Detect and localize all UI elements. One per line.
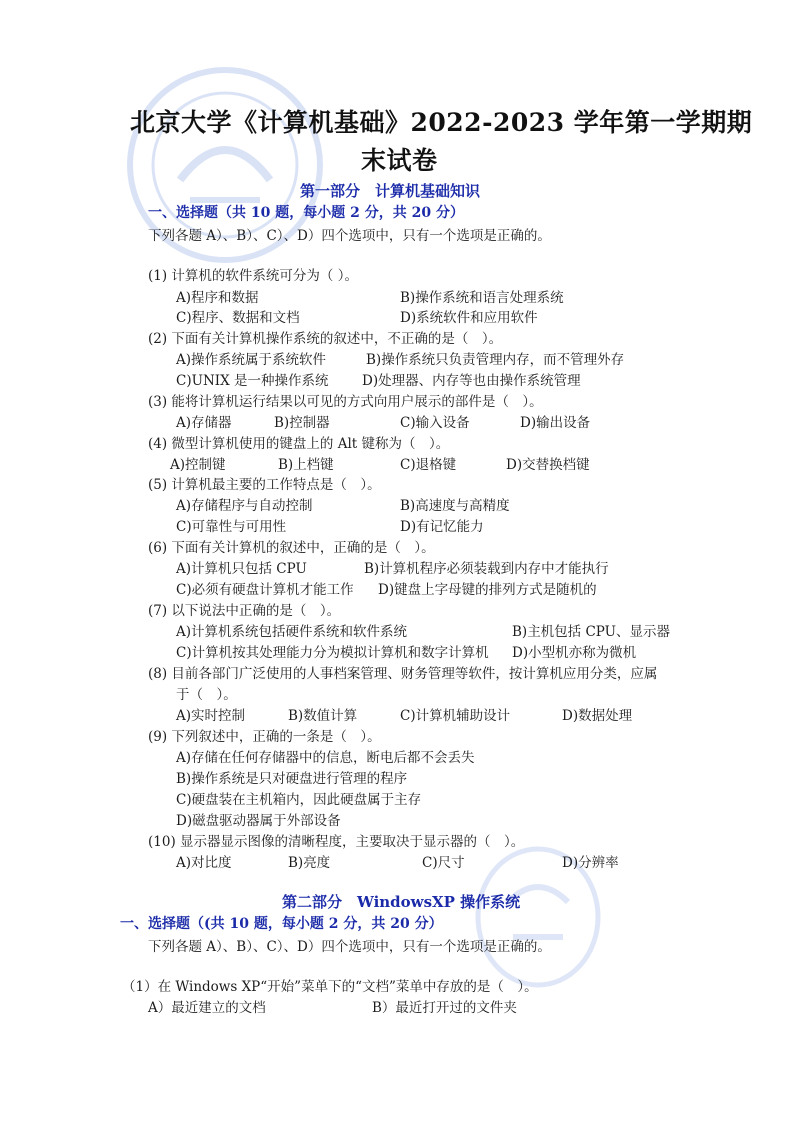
option-d: D)处理器、内存等也由操作系统管理 <box>362 373 581 389</box>
option-c: C)计算机按其处理能力分为模拟计算机和数字计算机 <box>176 645 489 661</box>
option-a: A)程序和数据 <box>176 290 259 306</box>
exam-title-line2: 末试卷 <box>361 146 438 175</box>
option-d: D)小型机亦称为微机 <box>512 645 637 661</box>
option-d: D)磁盘驱动器属于外部设备 <box>176 813 341 829</box>
option-d: D)键盘上字母键的排列方式是随机的 <box>378 582 597 598</box>
question-stem: (9) 下列叙述中，正确的一条是（ ）。 <box>148 729 381 745</box>
question-stem: (6) 下面有关计算机的叙述中，正确的是（ ）。 <box>148 540 435 556</box>
option-b: B)主机包括 CPU、显示器 <box>512 624 671 640</box>
question-stem: (7) 以下说法中正确的是（ ）。 <box>148 603 341 619</box>
part2-section-title: 一、选择题（(共 10 题，每小题 2 分，共 20 分） <box>120 916 443 932</box>
option-b: B）最近打开过的文件夹 <box>372 1000 517 1016</box>
option-d: D)数据处理 <box>562 708 633 724</box>
option-c: C)尺寸 <box>422 855 465 871</box>
option-a: A)存储器 <box>176 415 232 431</box>
question-stem: (4) 微型计算机使用的键盘上的 Alt 键称为（ ）。 <box>148 436 450 452</box>
part1-heading: 第一部分 计算机基础知识 <box>300 182 481 200</box>
option-a: A)实时控制 <box>176 708 246 724</box>
option-a: A)对比度 <box>176 855 232 871</box>
option-a: A)计算机只包括 CPU <box>176 561 307 577</box>
option-d: D)系统软件和应用软件 <box>400 310 538 326</box>
question-stem: (10) 显示器显示图像的清晰程度，主要取决于显示器的（ ）。 <box>148 834 525 850</box>
option-c: C)必须有硬盘计算机才能工作 <box>176 582 354 598</box>
option-b: B)高速度与高精度 <box>400 498 510 514</box>
exam-title-line1: 北京大学《计算机基础》2022-2023 学年第一学期期 <box>130 108 753 137</box>
option-b: B)控制器 <box>274 415 330 431</box>
option-d: D)有记忆能力 <box>400 519 484 535</box>
option-b: B)操作系统只负责管理内存，而不管理外存 <box>366 352 625 368</box>
option-c: C)UNIX 是一种操作系统 <box>176 373 329 389</box>
option-c: C)退格键 <box>400 457 457 473</box>
option-b: B)操作系统和语言处理系统 <box>400 290 564 306</box>
option-a: A)计算机系统包括硬件系统和软件系统 <box>176 624 408 640</box>
question-stem: (1) 计算机的软件系统可分为（ ）。 <box>148 268 358 284</box>
option-a: A)存储在任何存储器中的信息，断电后都不会丢失 <box>176 750 475 766</box>
option-a: A)存储程序与自动控制 <box>176 498 313 514</box>
option-d: D)输出设备 <box>520 415 591 431</box>
question-stem-continuation: 于（ ）。 <box>176 687 237 703</box>
option-a: A)控制键 <box>170 457 226 473</box>
question-stem: （1）在 Windows XP“开始”菜单下的“文档”菜单中存放的是（ ）。 <box>122 979 538 995</box>
question-stem: (8) 目前各部门广泛使用的人事档案管理、财务管理等软件，按计算机应用分类，应属 <box>148 666 658 682</box>
option-d: D)交替换档键 <box>506 457 590 473</box>
part1-section-title: 一、选择题（共 10 题，每小题 2 分，共 20 分） <box>148 205 464 221</box>
question-stem: (2) 下面有关计算机操作系统的叙述中，不正确的是（ ）。 <box>148 331 503 347</box>
option-d: D)分辨率 <box>562 855 619 871</box>
option-c: C)输入设备 <box>400 415 470 431</box>
question-stem: (5) 计算机最主要的工作特点是（ ）。 <box>148 477 381 493</box>
option-b: B)计算机程序必须装载到内存中才能执行 <box>364 561 609 577</box>
option-c: C)计算机辅助设计 <box>400 708 511 724</box>
question-stem: (3) 能将计算机运行结果以可见的方式向用户展示的部件是（ ）。 <box>148 394 543 410</box>
option-b: B)数值计算 <box>288 708 358 724</box>
part2-heading: 第二部分 WindowsXP 操作系统 <box>282 893 521 911</box>
option-a: A)操作系统属于系统软件 <box>176 352 327 368</box>
option-c: C)可靠性与可用性 <box>176 519 287 535</box>
option-b: B)操作系统是只对硬盘进行管理的程序 <box>176 771 408 787</box>
option-c: C)硬盘装在主机箱内，因此硬盘属于主存 <box>176 792 422 808</box>
part1-instruction: 下列各题 A）、B）、C）、D）四个选项中，只有一个选项是正确的。 <box>148 228 551 244</box>
option-b: B)上档键 <box>278 457 334 473</box>
part2-instruction: 下列各题 A）、B）、C）、D）四个选项中，只有一个选项是正确的。 <box>148 939 551 955</box>
option-c: C)程序、数据和文档 <box>176 310 300 326</box>
option-b: B)亮度 <box>288 855 331 871</box>
option-a: A）最近建立的文档 <box>148 1000 266 1016</box>
